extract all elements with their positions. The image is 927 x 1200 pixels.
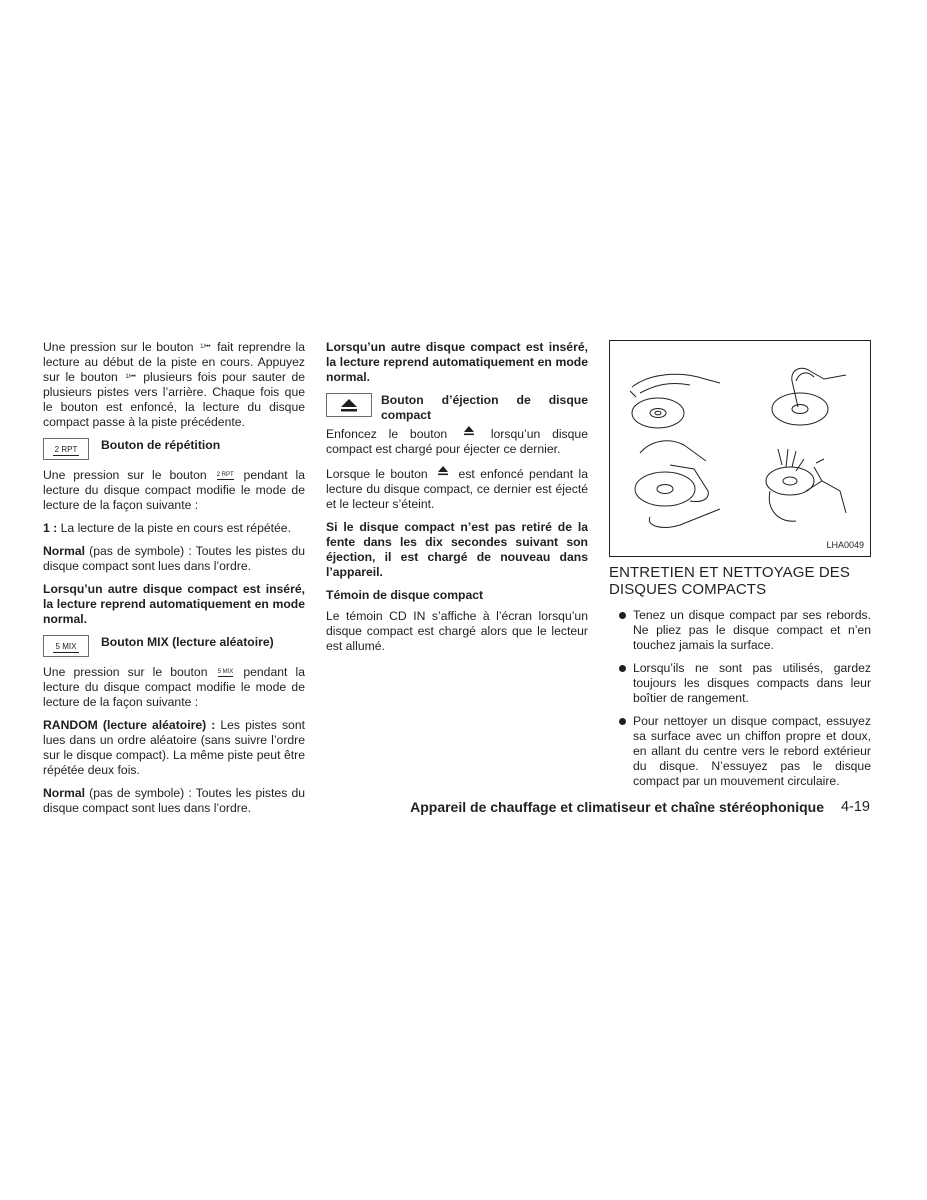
bullet-icon xyxy=(619,665,626,672)
cd-indicator-heading: Témoin de disque compact xyxy=(326,588,484,602)
footer-section-title: Appareil de chauffage et climatiseur et chaîne stéréophonique xyxy=(410,799,824,815)
mix-button-title: Bouton MIX (lecture aléatoire) xyxy=(101,635,274,649)
repeat-button-title: Bouton de répétition xyxy=(101,438,221,452)
paragraph-reload-warning: Si le disque compact n’est pas retiré de la fente dans les dix secondes suivant son éjection, il est chargé de nouveau dans l’appareil. xyxy=(326,520,588,579)
paragraph-normal-1: Normal (pas de symbole) : Toutes les pistes du disque compact sont lues dans l’ordre. xyxy=(43,544,305,573)
list-item: Tenez un disque compact par ses rebords. Ne pliez pas le disque compact et n’en touchez jamais la surface. xyxy=(609,608,871,653)
bullet-icon xyxy=(619,718,626,725)
eject-button-illustration xyxy=(326,393,372,417)
paragraph-normal-2: Normal (pas de symbole) : Toutes les pistes du disque compact sont lues dans l’ordre. xyxy=(43,786,305,815)
eject-button-title: Bouton d’éjection de disque compact xyxy=(381,393,588,422)
column-middle xyxy=(326,340,588,662)
mix-button-heading xyxy=(43,635,305,661)
section-heading-cd-care: ENTRETIEN ET NETTOYAGE DES DISQUES COMPACTS xyxy=(609,564,850,598)
eject-button-heading xyxy=(326,393,588,421)
eject-icon xyxy=(459,425,479,437)
previous-track-icon: 1/⏮ xyxy=(200,344,211,350)
paragraph-previous-track: Une pression sur le bouton 1/⏮ fait reprendre la lecture au début de la piste en cours. Appuyez sur le bouton 1/⏮ plusieurs fois pour sauter de plusieurs pistes vers l’arrière. Chaque fois que le bouton est enfoncé, la lecture du disque compact passe à la piste précédente. xyxy=(43,340,306,429)
paragraph-mix: Une pression sur le bouton 5 MIX pendant la lecture du disque compact modifie le mode de lecture de la façon suivante : xyxy=(43,665,305,709)
paragraph-random: RANDOM (lecture aléatoire) : Les pistes sont lues dans un ordre aléatoire (sans suivre l’ordre sur le disque compact). La même piste peut être répétée deux fois. xyxy=(43,718,305,777)
list-item: Pour nettoyer un disque compact, essuyez sa surface avec un chiffon propre et doux, en allant du centre vers le rebord extérieur du disque. N’essuyez pas le disque compact par un mouvement circulaire. xyxy=(609,714,871,789)
cd-care-list xyxy=(609,608,871,789)
repeat-button-heading xyxy=(43,438,305,464)
paragraph-new-disc-note: Lorsqu’un autre disque compact est inséré, la lecture reprend automatiquement en mode normal. xyxy=(43,582,305,626)
bullet-icon xyxy=(619,612,626,619)
cd-care-drawing xyxy=(610,341,870,556)
paragraph-eject-playing: Lorsque le bouton est enfoncé pendant la lecture du disque compact, ce dernier est éjecté et le lecteur s’éteint. xyxy=(326,467,589,511)
mix-icon: 5 MIX xyxy=(217,669,234,675)
previous-track-icon: 1/⏮ xyxy=(125,374,136,380)
figure-code: LHA0049 xyxy=(826,540,864,550)
list-item: Lorsqu’ils ne sont pas utilisés, gardez toujours les disques compacts dans leur boîtier de rangement. xyxy=(609,661,871,706)
paragraph-cd-indicator: Le témoin CD IN s’affiche à l’écran lorsqu’un disque compact est chargé alors que le lecteur est allumé. xyxy=(326,609,588,653)
column-right xyxy=(609,340,871,797)
eject-icon xyxy=(433,465,453,477)
paragraph-repeat: Une pression sur le bouton 2 RPT pendant la lecture du disque compact modifie le mode de lecture de la façon suivante : xyxy=(43,468,305,512)
repeat-icon: 2 RPT xyxy=(216,472,234,478)
mix-button-illustration: 5 MIX xyxy=(43,635,89,657)
column-left xyxy=(43,340,305,824)
paragraph-eject: Enfoncez le bouton lorsqu’un disque compact est chargé pour éjecter ce dernier. xyxy=(326,427,588,456)
paragraph-new-disc-note-2: Lorsqu’un autre disque compact est inséré, la lecture reprend automatiquement en mode normal. xyxy=(326,340,588,384)
eject-icon xyxy=(327,394,371,416)
cd-handling-illustration xyxy=(609,340,871,557)
page-number: 4-19 xyxy=(840,799,870,815)
paragraph-repeat-one: 1 : La lecture de la piste en cours est répétée. xyxy=(43,521,291,535)
repeat-button-illustration: 2 RPT xyxy=(43,438,89,460)
